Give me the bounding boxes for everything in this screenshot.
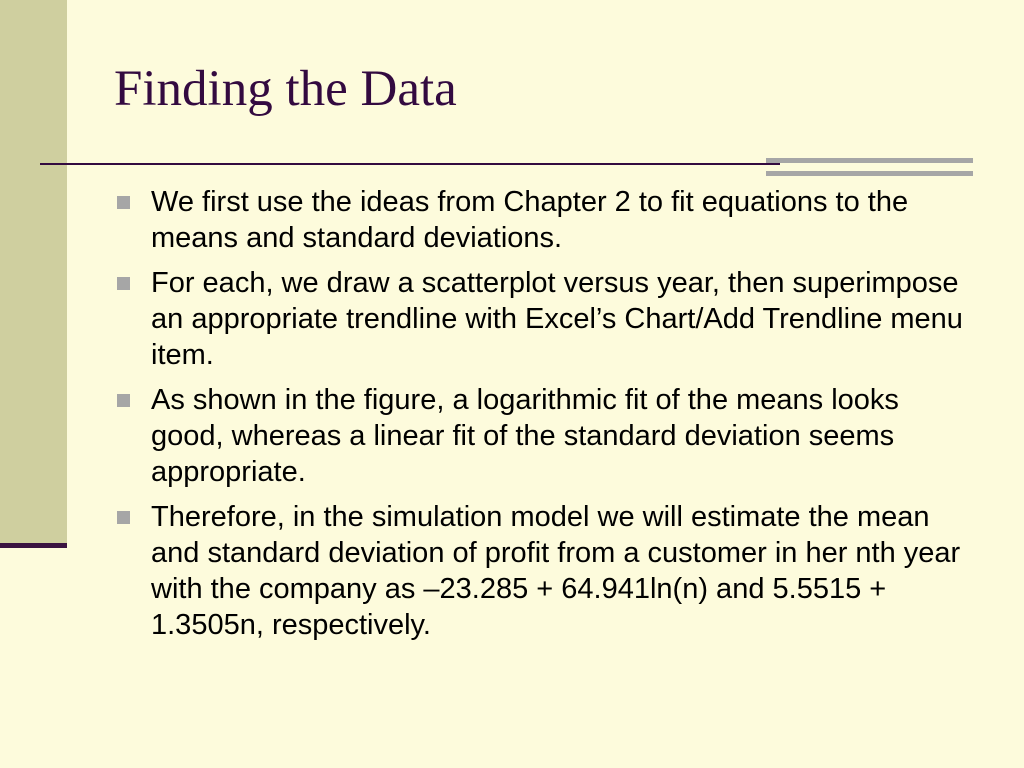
bullet-item — [114, 382, 964, 490]
left-decorative-band — [0, 0, 67, 545]
bullet-item — [114, 265, 964, 373]
bullet-text: We first use the ideas from Chapter 2 to fit equations to the means and standard deviations. — [151, 186, 909, 254]
bullet-text: For each, we draw a scatterplot versus year, then superimpose an appropriate trendline with Excel’s Chart/Add Trendline menu item. — [151, 267, 963, 371]
square-bullet-icon — [117, 511, 130, 524]
bullet-text: Therefore, in the simulation model we will estimate the mean and standard deviation of profit from a customer in her nth year with the company as –23.285 + 64.941ln(n) and 5.5515 + 1.3505n, respectively. — [151, 501, 961, 641]
slide-title: Finding the Data — [114, 61, 457, 117]
title-divider-line — [40, 163, 780, 165]
title-accent-bar-bottom — [766, 171, 973, 176]
square-bullet-icon — [117, 394, 130, 407]
square-bullet-icon — [117, 196, 130, 209]
bullet-item — [114, 499, 964, 643]
square-bullet-icon — [117, 277, 130, 290]
bullet-list — [114, 184, 964, 652]
title-accent-bar-top — [766, 158, 973, 163]
left-band-accent-line — [0, 543, 67, 548]
bullet-text: As shown in the figure, a logarithmic fit of the means looks good, whereas a linear fit of the standard deviation seems appropriate. — [151, 384, 899, 488]
bullet-item — [114, 184, 964, 256]
